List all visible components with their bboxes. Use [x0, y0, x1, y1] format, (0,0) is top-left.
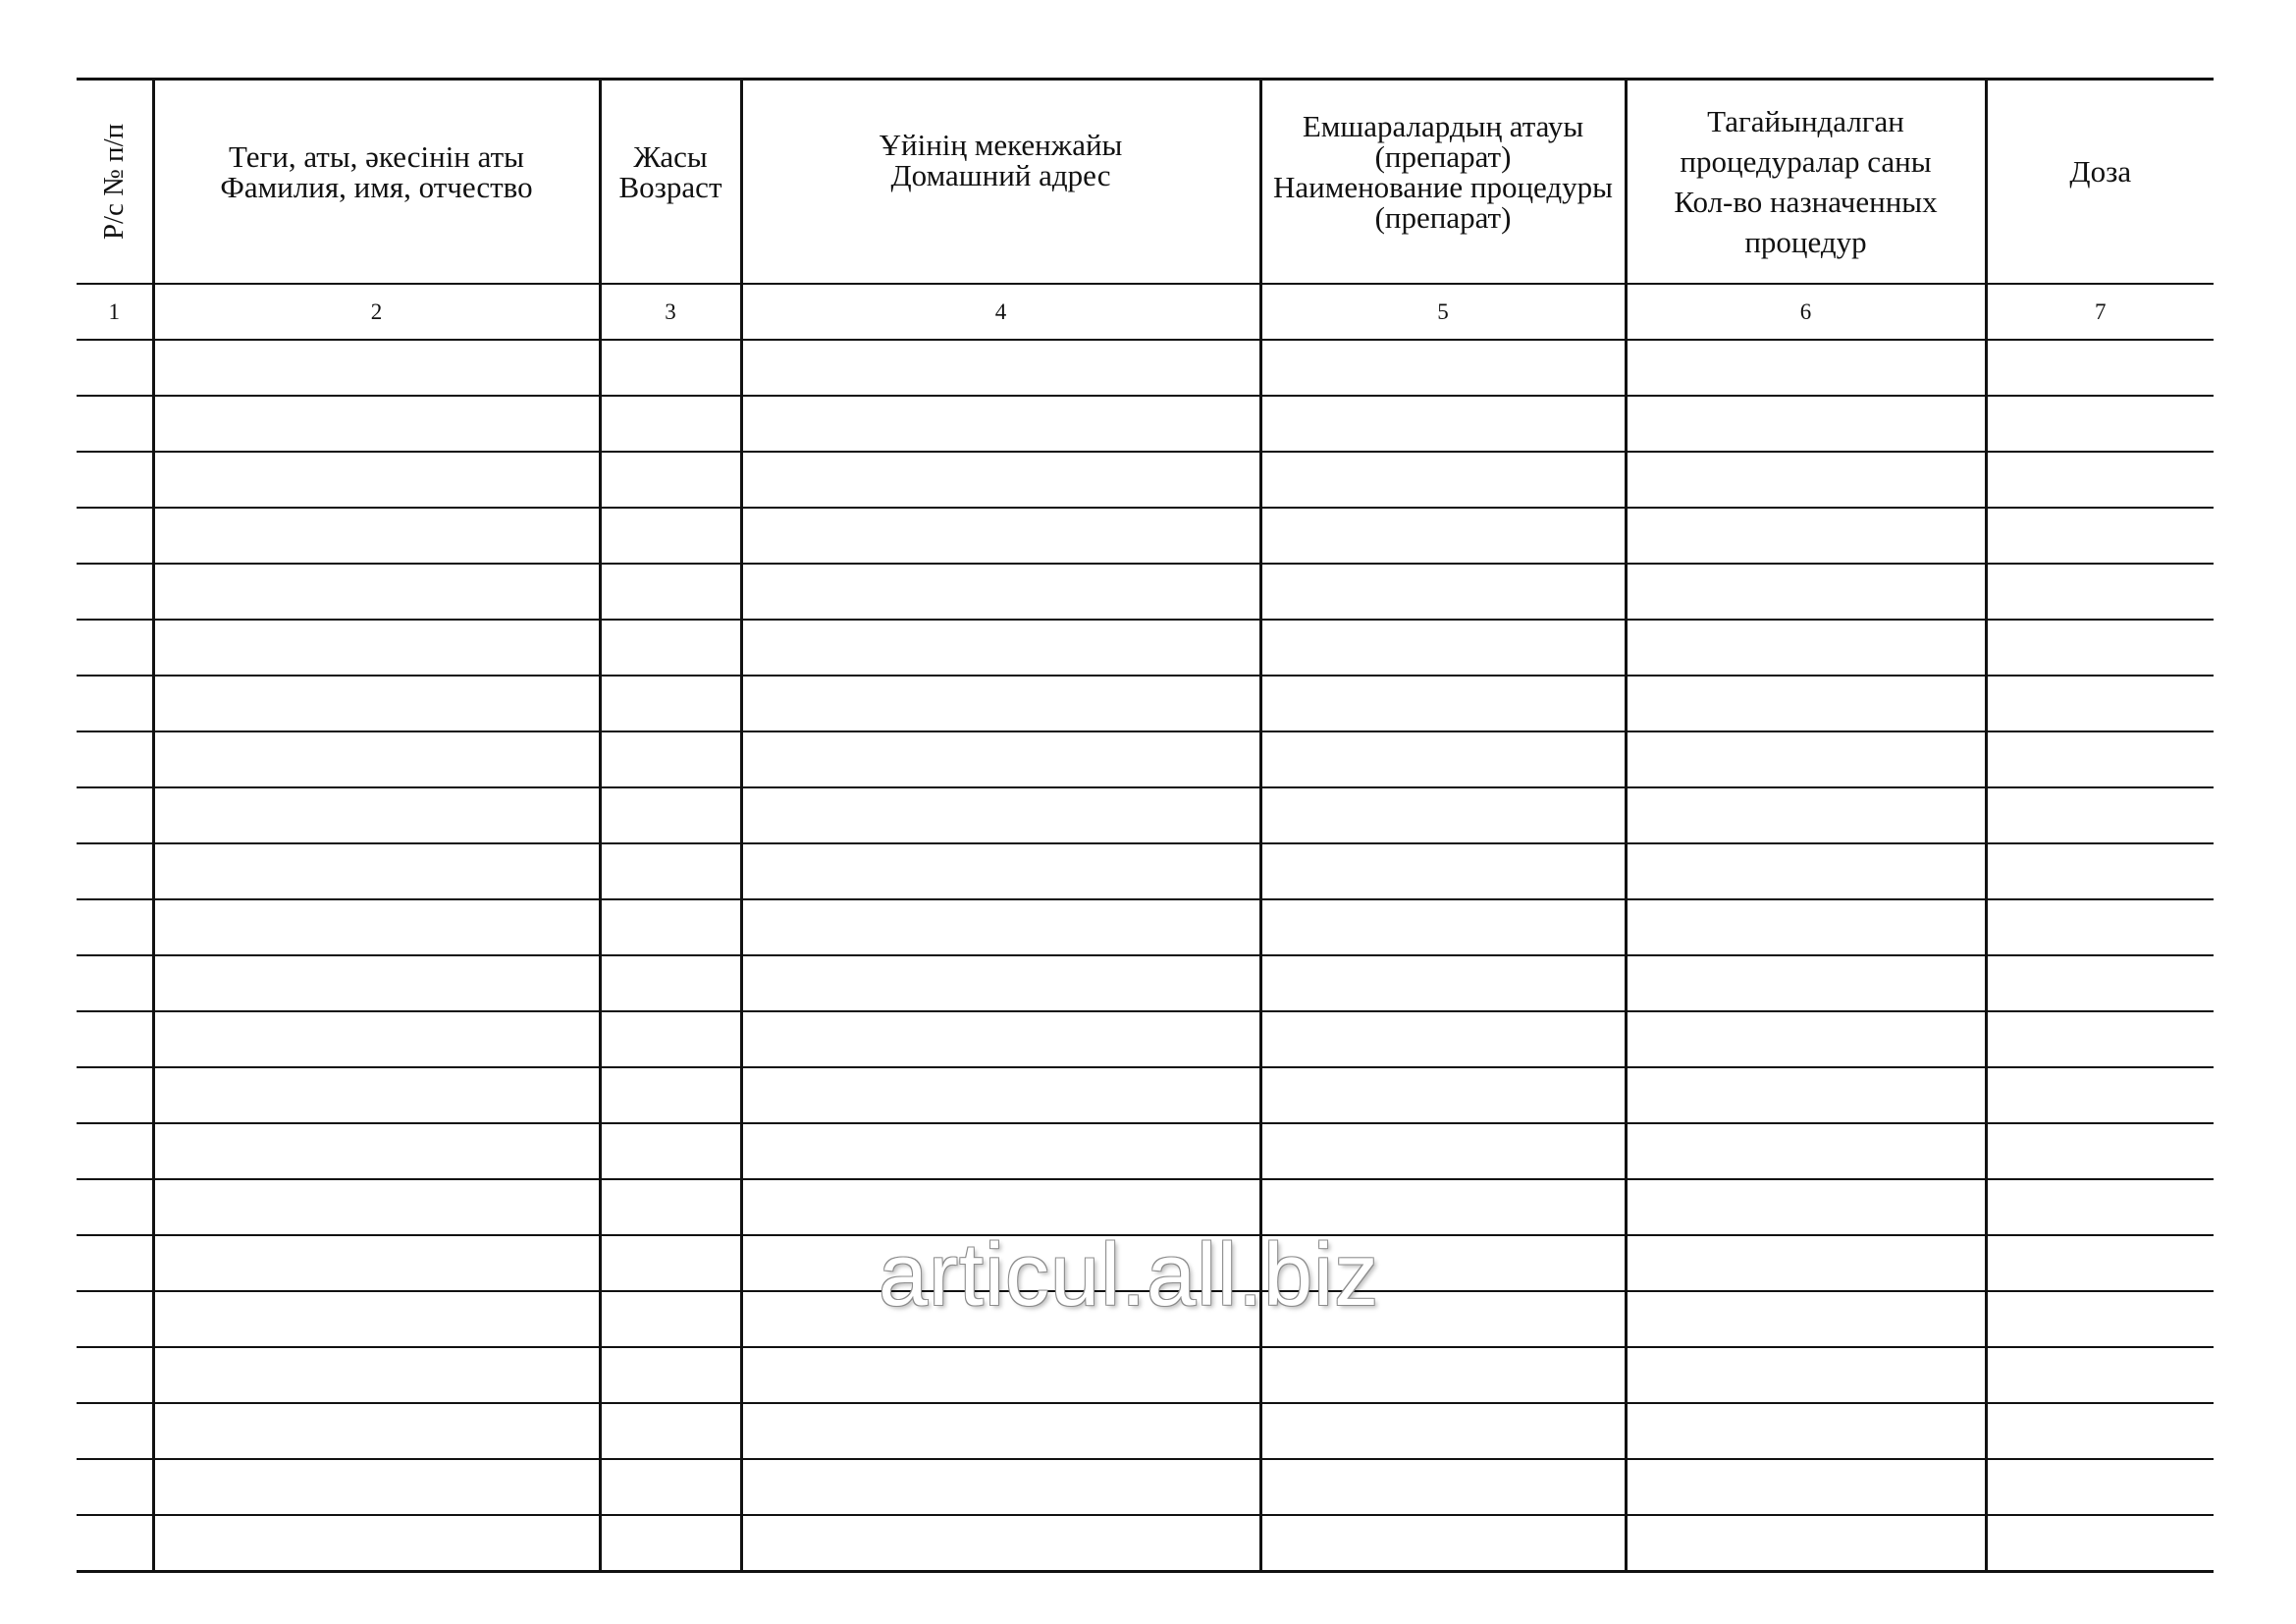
table-cell: [741, 955, 1260, 1011]
column-number: 1: [77, 284, 153, 340]
table-cell: [1626, 1403, 1986, 1459]
table-row: [77, 508, 2214, 564]
table-row: [77, 340, 2214, 396]
table-cell: [741, 620, 1260, 676]
column-number: 3: [600, 284, 741, 340]
table-cell: [1626, 955, 1986, 1011]
table-cell: [1260, 1179, 1626, 1235]
table-cell: [1626, 1123, 1986, 1179]
table-cell: [153, 396, 600, 452]
header-cell-procedure: [1260, 80, 1626, 285]
table-cell: [77, 396, 153, 452]
table-row: [77, 731, 2214, 787]
table-cell: [153, 843, 600, 899]
table-cell: [77, 1011, 153, 1067]
table-row: [77, 1515, 2214, 1572]
table-cell: [600, 676, 741, 731]
table-cell: [77, 843, 153, 899]
table-row: [77, 1459, 2214, 1515]
table-row: [77, 1347, 2214, 1403]
header-cell-full-name: [153, 80, 600, 285]
table-cell: [77, 1459, 153, 1515]
table-cell: [600, 1403, 741, 1459]
table-cell: [1626, 620, 1986, 676]
header-full-name-kz: Теги, аты, әкесінін аты: [229, 139, 524, 174]
watermark: articul.all.biz: [879, 1226, 1380, 1325]
table-cell: [741, 1291, 1260, 1347]
journal-table: [77, 78, 2214, 1573]
table-row: [77, 787, 2214, 843]
table-cell: [153, 1123, 600, 1179]
table-cell: [77, 1403, 153, 1459]
table-cell: [600, 1123, 741, 1179]
header-address-ru: Домашний адрес: [890, 158, 1111, 192]
table-cell: [153, 620, 600, 676]
table-cell: [741, 1011, 1260, 1067]
table-cell: [77, 676, 153, 731]
header-cell-dose: [1986, 80, 2214, 285]
table-row: [77, 452, 2214, 508]
table-row: [77, 899, 2214, 955]
table-cell: [741, 1067, 1260, 1123]
header-row: [77, 80, 2214, 285]
table-cell: [1626, 452, 1986, 508]
table-cell: [741, 508, 1260, 564]
table-cell: [741, 899, 1260, 955]
table-cell: [77, 955, 153, 1011]
table-cell: [600, 620, 741, 676]
column-number: 4: [741, 284, 1260, 340]
table-cell: [1626, 564, 1986, 620]
table-cell: [1260, 731, 1626, 787]
table-cell: [153, 1235, 600, 1291]
table-cell: [600, 1179, 741, 1235]
table-cell: [1986, 731, 2214, 787]
table-cell: [1260, 1459, 1626, 1515]
table-cell: [1260, 1123, 1626, 1179]
table-cell: [77, 1347, 153, 1403]
header-row-number-label: Р/с № п/п: [98, 123, 131, 241]
table-cell: [1626, 1291, 1986, 1347]
header-procedure-ru-drug: (препарат): [1374, 200, 1512, 235]
table-cell: [1986, 1403, 2214, 1459]
table-cell: [153, 508, 600, 564]
table-cell: [153, 1067, 600, 1123]
table-cell: [1260, 508, 1626, 564]
table-cell: [77, 1291, 153, 1347]
table-row: [77, 1179, 2214, 1235]
table-cell: [77, 452, 153, 508]
table-cell: [1626, 899, 1986, 955]
table-cell: [741, 452, 1260, 508]
table-cell: [1986, 676, 2214, 731]
header-dose: Доза: [2069, 154, 2132, 189]
table-cell: [741, 843, 1260, 899]
table-cell: [1260, 1067, 1626, 1123]
table-cell: [600, 899, 741, 955]
column-number-row: [77, 284, 2214, 340]
table-cell: [77, 1515, 153, 1572]
table-cell: [741, 676, 1260, 731]
table-cell: [1260, 1403, 1626, 1459]
header-cell-age: [600, 80, 741, 285]
table-cell: [600, 1291, 741, 1347]
table-cell: [741, 1123, 1260, 1179]
table-cell: [1260, 452, 1626, 508]
table-cell: [77, 1123, 153, 1179]
table-cell: [600, 1235, 741, 1291]
table-cell: [77, 1235, 153, 1291]
table-cell: [153, 1403, 600, 1459]
table-cell: [1260, 564, 1626, 620]
table-cell: [1626, 396, 1986, 452]
table-cell: [153, 731, 600, 787]
table-cell: [600, 955, 741, 1011]
table-cell: [600, 1347, 741, 1403]
table-cell: [1986, 340, 2214, 396]
table-cell: [1260, 1291, 1626, 1347]
header-full-name-ru: Фамилия, имя, отчество: [220, 170, 533, 204]
table-cell: [600, 1459, 741, 1515]
header-address-kz: Ұйінің мекенжайы: [879, 128, 1123, 162]
table-cell: [1260, 1515, 1626, 1572]
table-cell: [1626, 1459, 1986, 1515]
table-cell: [741, 396, 1260, 452]
table-row: [77, 1291, 2214, 1347]
table-cell: [741, 340, 1260, 396]
table-cell: [1986, 564, 2214, 620]
table-cell: [77, 899, 153, 955]
column-number: 6: [1626, 284, 1986, 340]
table-cell: [153, 564, 600, 620]
table-cell: [1986, 1291, 2214, 1347]
header-age-kz: Жасы: [633, 139, 708, 174]
header-count-kz-2: процедуралар саны: [1680, 144, 1932, 179]
table-row: [77, 396, 2214, 452]
table-cell: [153, 955, 600, 1011]
table-cell: [600, 1515, 741, 1572]
column-number: 2: [153, 284, 600, 340]
table-cell: [1626, 508, 1986, 564]
header-cell-row-number: [77, 80, 153, 285]
table-cell: [1986, 1179, 2214, 1235]
table-cell: [153, 340, 600, 396]
header-cell-address: [741, 80, 1260, 285]
table-cell: [1260, 787, 1626, 843]
table-cell: [600, 843, 741, 899]
table-row: [77, 1123, 2214, 1179]
table-cell: [741, 1179, 1260, 1235]
table-cell: [77, 1067, 153, 1123]
table-row: [77, 676, 2214, 731]
table-cell: [1986, 620, 2214, 676]
table-cell: [1986, 396, 2214, 452]
header-count-ru-2: процедур: [1744, 225, 1867, 259]
table-cell: [600, 1067, 741, 1123]
table-cell: [77, 620, 153, 676]
table-cell: [600, 1011, 741, 1067]
table-cell: [1260, 1011, 1626, 1067]
table-cell: [1986, 955, 2214, 1011]
table-cell: [600, 452, 741, 508]
table-cell: [1986, 787, 2214, 843]
column-number: 7: [1986, 284, 2214, 340]
table-cell: [1986, 452, 2214, 508]
header-procedure-ru: Наименование процедуры: [1272, 170, 1613, 204]
header-procedure-kz-drug: (препарат): [1374, 139, 1512, 174]
table-cell: [153, 1291, 600, 1347]
table-cell: [153, 676, 600, 731]
table-cell: [77, 787, 153, 843]
table-cell: [1986, 1347, 2214, 1403]
table-cell: [1986, 899, 2214, 955]
table-cell: [1986, 508, 2214, 564]
table-cell: [1260, 843, 1626, 899]
table-cell: [1986, 1067, 2214, 1123]
table-cell: [153, 1011, 600, 1067]
table-cell: [153, 1515, 600, 1572]
table-cell: [741, 564, 1260, 620]
header-procedure-kz: Емшаралардың атауы: [1302, 109, 1584, 143]
table-cell: [1626, 1179, 1986, 1235]
table-cell: [1626, 676, 1986, 731]
table-cell: [77, 508, 153, 564]
table-cell: [741, 1459, 1260, 1515]
table-cell: [1986, 1011, 2214, 1067]
column-number: 5: [1260, 284, 1626, 340]
table-cell: [741, 787, 1260, 843]
table-cell: [1260, 899, 1626, 955]
table-row: [77, 843, 2214, 899]
table-cell: [1986, 1515, 2214, 1572]
table-cell: [600, 787, 741, 843]
table-row: [77, 955, 2214, 1011]
header-age-ru: Возраст: [618, 170, 722, 204]
table-cell: [1260, 340, 1626, 396]
table-cell: [600, 508, 741, 564]
table-cell: [1626, 731, 1986, 787]
table-cell: [600, 731, 741, 787]
table-cell: [741, 1403, 1260, 1459]
table-row: [77, 1403, 2214, 1459]
table-row: [77, 1011, 2214, 1067]
table-row: [77, 1235, 2214, 1291]
table-row: [77, 1067, 2214, 1123]
table-cell: [153, 1459, 600, 1515]
header-count-ru-1: Кол-во назначенных: [1674, 185, 1938, 219]
table-cell: [1626, 340, 1986, 396]
table-cell: [1260, 1235, 1626, 1291]
table-row: [77, 564, 2214, 620]
table-cell: [1986, 843, 2214, 899]
table-cell: [600, 340, 741, 396]
table-cell: [1260, 396, 1626, 452]
table-cell: [153, 787, 600, 843]
table-cell: [741, 731, 1260, 787]
table-cell: [1260, 955, 1626, 1011]
table-cell: [1626, 1515, 1986, 1572]
table-cell: [1626, 1067, 1986, 1123]
table-cell: [77, 731, 153, 787]
table-cell: [1986, 1235, 2214, 1291]
header-count-kz-1: Тагайындалган: [1707, 104, 1904, 138]
table-cell: [1260, 1347, 1626, 1403]
table-cell: [1626, 787, 1986, 843]
table-row: [77, 620, 2214, 676]
table-cell: [77, 1179, 153, 1235]
table-cell: [741, 1347, 1260, 1403]
table-cell: [741, 1515, 1260, 1572]
table-cell: [741, 1235, 1260, 1291]
table-cell: [1626, 1347, 1986, 1403]
table-cell: [1986, 1123, 2214, 1179]
header-cell-procedure-count: [1626, 80, 1986, 285]
table-cell: [1260, 676, 1626, 731]
table-cell: [153, 899, 600, 955]
table-cell: [153, 1347, 600, 1403]
table-cell: [600, 564, 741, 620]
table-cell: [600, 396, 741, 452]
table-cell: [1626, 1011, 1986, 1067]
table-cell: [1260, 620, 1626, 676]
table-cell: [153, 1179, 600, 1235]
table-cell: [1986, 1459, 2214, 1515]
table-cell: [153, 452, 600, 508]
table-cell: [77, 564, 153, 620]
table-cell: [1626, 843, 1986, 899]
table-cell: [1626, 1235, 1986, 1291]
table-cell: [77, 340, 153, 396]
